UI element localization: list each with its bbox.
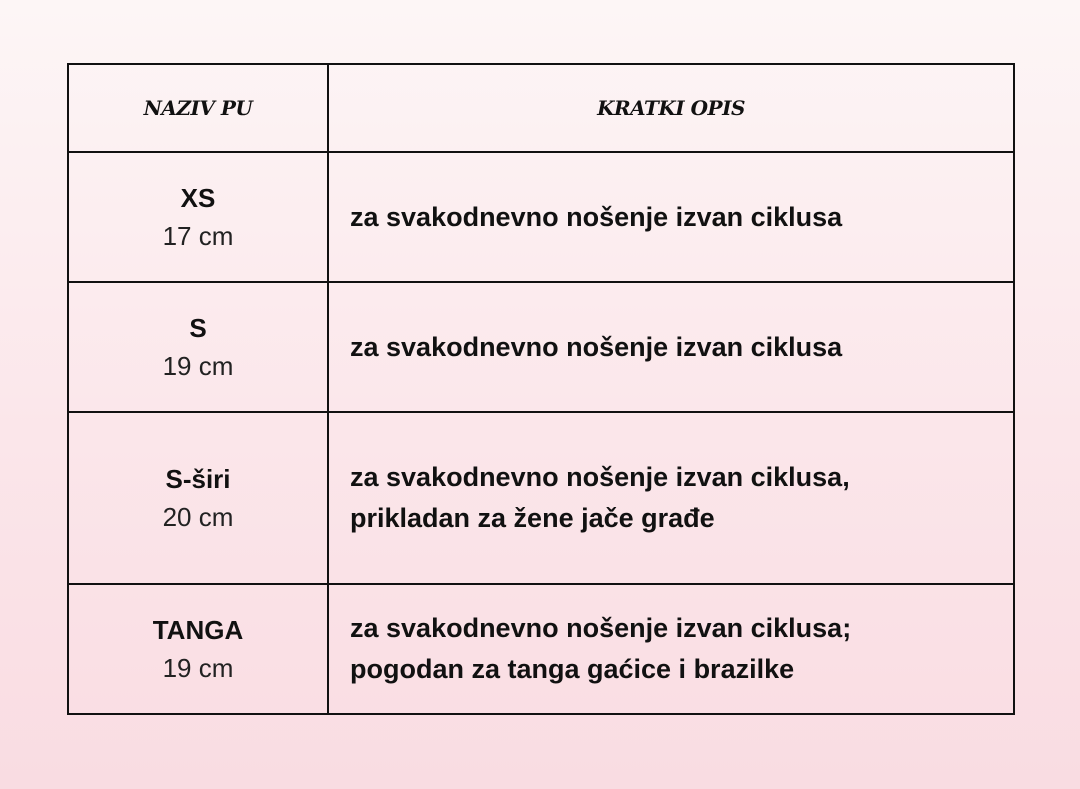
description-cell xyxy=(328,412,1014,584)
size-length: 17 cm xyxy=(162,221,234,251)
size-name: TANGA xyxy=(152,615,244,645)
table-row xyxy=(68,152,1014,282)
header-naziv-pu: NAZIV PU xyxy=(68,64,328,152)
size-length: 19 cm xyxy=(162,351,234,381)
description-cell xyxy=(328,152,1014,282)
description-cell xyxy=(328,282,1014,412)
size-cell xyxy=(68,282,328,412)
description-line: za svakodnevno nošenje izvan ciklusa, xyxy=(350,462,850,492)
header-kratki-opis: KRATKI OPIS xyxy=(328,64,1014,152)
size-table xyxy=(67,63,1015,715)
table-row xyxy=(68,584,1014,714)
table-row xyxy=(68,282,1014,412)
table-row xyxy=(68,412,1014,584)
description-line: za svakodnevno nošenje izvan ciklusa xyxy=(350,201,843,232)
size-name: S xyxy=(189,313,207,343)
description-cell xyxy=(328,584,1014,714)
size-length: 19 cm xyxy=(162,653,234,683)
description-line: prikladan za žene jače građe xyxy=(350,503,715,533)
description-line: pogodan za tanga gaćice i brazilke xyxy=(350,654,795,684)
size-cell xyxy=(68,584,328,714)
size-cell xyxy=(68,152,328,282)
size-cell xyxy=(68,412,328,584)
description-line: za svakodnevno nošenje izvan ciklusa; xyxy=(350,613,852,643)
size-length: 20 cm xyxy=(162,502,234,532)
size-name: XS xyxy=(180,183,216,213)
table-header-row xyxy=(68,64,1014,152)
size-table-container xyxy=(67,63,1013,715)
size-name: S-širi xyxy=(165,464,231,494)
description-line: za svakodnevno nošenje izvan ciklusa xyxy=(350,331,843,362)
